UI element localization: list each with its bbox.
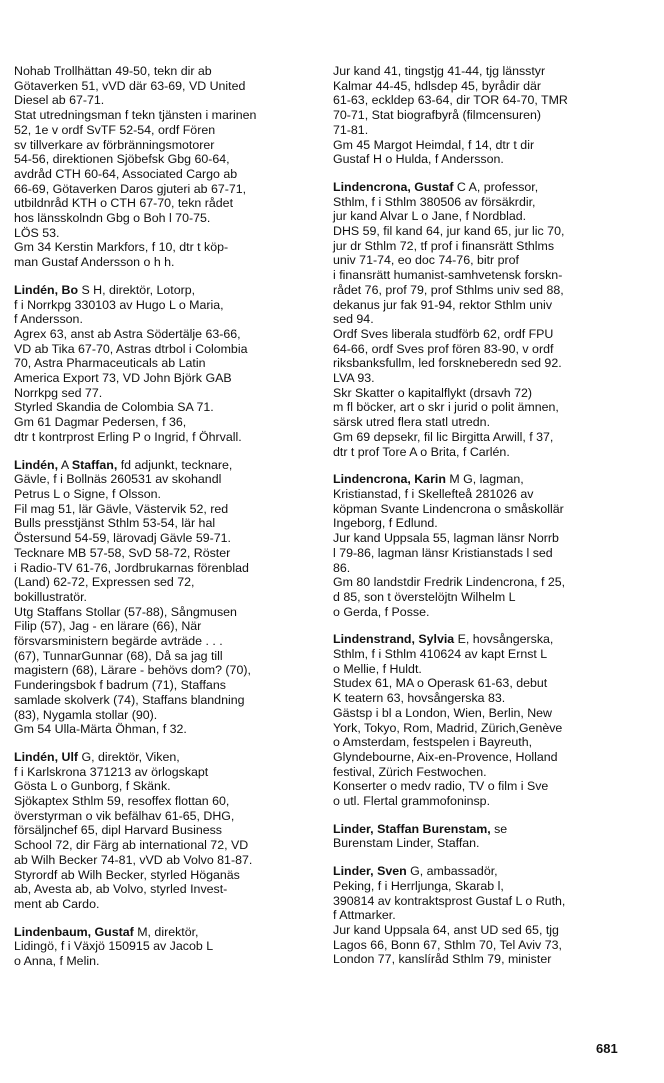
- biography-entry: [14, 750, 314, 912]
- entry-paragraph: Utg Staffans Stollar (57-88), Sångmusen Filip (57), Jag - en lärare (66), När försvarsministern begärde avträde . . . (67), TunnarGunnar (68), Då sa jag till magistern (68), Lärare - behövs dom? (70), Funderingsbok f badrum (71), Staffans samlade skolverk (74), Staffans blandning (83), Nygamla stollar (90).: [14, 604, 251, 722]
- entry-paragraph: Sthlm, f i Sthlm 380506 av försäkrdir, jur kand Alvar L o Jane, f Nordblad.: [333, 194, 536, 224]
- entry-heading: [333, 472, 633, 487]
- entry-name: Lindén, Ulf: [14, 749, 79, 764]
- entry-heading: [14, 925, 314, 940]
- entry-paragraph: Gm 45 Margot Heimdal, f 14, dtr t dir Gustaf H o Hulda, f Andersson.: [333, 137, 535, 167]
- entry-name: Lindencrona, Gustaf: [333, 179, 454, 194]
- right-column: [333, 64, 633, 980]
- entry-paragraph: Jur kand 41, tingstjg 41-44, tjg länsstyr Kalmar 44-45, hdlsdep 45, byrådir där 61-63, eckldep 63-64, dir TOR 64-70, TMR 70-71, Stat biografbyrå (filmcensuren) 71-81.: [333, 64, 568, 137]
- entry-heading-rest: M, direktör,: [133, 924, 199, 939]
- entry-heading-rest: se: [490, 821, 508, 836]
- biography-entry: [333, 632, 633, 808]
- entry-paragraph: LÖS 53.: [14, 225, 60, 240]
- left-column: [14, 64, 314, 982]
- entry-paragraph: Lidingö, f i Växjö 150915 av Jacob L o Anna, f Melin.: [14, 939, 214, 969]
- entry-paragraph: Gm 34 Kerstin Markfors, f 10, dtr t köp- man Gustaf Andersson o h h.: [14, 240, 229, 270]
- entry-heading-rest: A Staffan, fd adjunkt, tecknare,: [58, 457, 233, 472]
- biography-entry: [333, 180, 633, 459]
- biography-entry: [333, 64, 633, 167]
- entry-paragraph: Sjökaptex Sthlm 59, resoffex flottan 60, överstyrman o vik befälhav 61-65, DHG, försäljnchef 65, dipl Harvard Business School 72, dir Färg ab international 72, VD ab Wilh Becker 74-81, vVD ab Volvo 81-87.: [14, 794, 253, 867]
- entry-heading-rest: G, ambassadör,: [406, 864, 498, 879]
- entry-heading: [14, 750, 314, 765]
- entry-heading-rest: C A, professor,: [453, 179, 539, 194]
- entry-paragraph: Skr Skatter o kapitalflykt (drsavh 72) m fl böcker, art o skr i jurid o polit ämnen, särsk utred flera statl utredn.: [333, 385, 559, 430]
- entry-heading-rest: E, hovsångerska,: [454, 632, 554, 647]
- biography-entry: [14, 283, 314, 445]
- biography-entry: [333, 822, 633, 851]
- entry-paragraph: DHS 59, fil kand 64, jur kand 65, jur lic 70, jur dr Sthlm 72, tf prof i finansrätt Sthlms univ 71-74, eo doc 74-76, bitr prof i finansrätt humanist-samhvetensk forskn- rådet 76, prof 79, prof Sthlms univ sed 88, dekanus jur fak 91-94, rektor Sthlm univ sed 94.: [333, 224, 565, 327]
- entry-name: Lindén, Bo: [14, 282, 79, 297]
- entry-paragraph: Sthlm, f i Sthlm 410624 av kapt Ernst L o Mellie, f Huldt.: [333, 647, 548, 676]
- entry-paragraph: Jur kand Uppsala 64, anst UD sed 65, tjg Lagos 66, Bonn 67, Sthlm 70, Tel Aviv 73, London 77, kanslíråd Sthlm 79, minister: [333, 922, 562, 967]
- entry-heading: [14, 283, 314, 298]
- entry-name-part: Staffan,: [71, 457, 118, 472]
- biography-entry: [333, 864, 633, 967]
- entry-name: Lindén,: [14, 457, 59, 472]
- entry-paragraph: Gm 61 Dagmar Pedersen, f 36, dtr t kontrprost Erling P o Ingrid, f Öhrvall.: [14, 415, 242, 444]
- entry-paragraph: Kristianstad, f i Skellefteå 281026 av köpman Svante Lindencrona o småskollär Ingeborg, f Edlund.: [333, 486, 564, 531]
- entry-paragraph: Agrex 63, anst ab Astra Södertälje 63-66, VD ab Tika 67-70, Astras dtrbol i Colombia 70, Astra Pharmaceuticals ab Latin America Export 73, VD John Björk GAB Norrkpg sed 77.: [14, 326, 248, 400]
- biography-entry: [14, 64, 314, 270]
- entry-heading-rest: S H, direktör, Lotorp,: [78, 282, 196, 297]
- entry-paragraph: Peking, f i Herrljunga, Skarab l, 390814 av kontraktsprost Gustaf L o Ruth, f Attmarker.: [333, 878, 566, 923]
- entry-heading: [333, 632, 633, 647]
- entry-name: Lindenbaum, Gustaf: [14, 924, 134, 939]
- entry-paragraph: Gästsp i bl a London, Wien, Berlin, New York, Tokyo, Rom, Madrid, Zürich,Genève o Amsterdam, festspelen i Bayreuth, Glyndebourne, Aix-en-Provence, Holland festival, Zürich Festwochen.: [333, 705, 563, 779]
- entry-paragraph: Styrled Skandia de Colombia SA 71.: [14, 400, 214, 415]
- entry-name: Linder, Sven: [333, 864, 407, 879]
- entry-heading-rest: M G, lagman,: [445, 472, 524, 487]
- entry-paragraph: Tecknare MB 57-58, SvD 58-72, Röster i Radio-TV 61-76, Jordbrukarnas förenblad (Land) 62-72, Expressen sed 72, bokillustratör.: [14, 545, 249, 604]
- entry-paragraph: Styrordf ab Wilh Becker, styrled Höganäs ab, Avesta ab, ab Volvo, styrled Invest- ment ab Cardo.: [14, 867, 240, 911]
- entry-paragraph: Studex 61, MA o Operask 61-63, debut K teatern 63, hovsångerska 83.: [333, 676, 548, 706]
- entry-paragraph: Fil mag 51, lär Gävle, Västervik 52, red Bulls presstjänst Sthlm 53-54, lär hal Östersund 54-59, lärovadj Gävle 59-71.: [14, 501, 231, 546]
- entry-heading: [333, 864, 633, 879]
- entry-heading: [14, 458, 314, 473]
- biography-entry: [333, 472, 633, 619]
- entry-heading: [333, 180, 633, 195]
- entry-name: Linder, Staffan Burenstam,: [333, 821, 491, 836]
- entry-paragraph: Gm 54 Ulla-Märta Öhman, f 32.: [14, 722, 187, 737]
- entry-paragraph: Gävle, f i Bollnäs 260531 av skohandl Petrus L o Signe, f Olsson.: [14, 472, 222, 501]
- entry-heading-rest: G, direktör, Viken,: [78, 749, 180, 764]
- entry-paragraph: Jur kand Uppsala 55, lagman länsr Norrb l 79-86, lagman länsr Kristianstads l sed 86.: [333, 531, 559, 575]
- entry-paragraph: Gm 69 depsekr, fil lic Birgitta Arwill, f 37, dtr t prof Tore A o Brita, f Carlén.: [333, 429, 554, 459]
- entry-paragraph: Nohab Trollhättan 49-50, tekn dir ab Götaverken 51, vVD där 63-69, VD United Diesel ab 67-71.: [14, 64, 246, 108]
- page-number: 681: [596, 1041, 618, 1056]
- biography-entry: [14, 458, 314, 737]
- entry-heading: [333, 822, 633, 837]
- biography-entry: [14, 925, 314, 969]
- entry-paragraph: LVA 93.: [333, 371, 375, 386]
- entry-paragraph: Burenstam Linder, Staffan.: [333, 836, 480, 851]
- entry-paragraph: Gm 80 landstdir Fredrik Lindencrona, f 25, d 85, son t överstelöjtn Wilhelm L o Gerda, f Posse.: [333, 575, 566, 619]
- entry-paragraph: Konserter o medv radio, TV o film i Sve o utl. Flertal grammofoninsp.: [333, 779, 549, 809]
- entry-paragraph: f i Karlskrona 371213 av örlogskapt Gösta L o Gunborg, f Skänk.: [14, 764, 209, 794]
- entry-paragraph: Ordf Sves liberala studförb 62, ordf FPU 64-66, ordf Sves prof fören 83-90, v ordf riksbanksfullm, led forskneberedn sed 92.: [333, 326, 562, 371]
- entry-name: Lindencrona, Karin: [333, 472, 446, 487]
- entry-paragraph: Stat utredningsman f tekn tjänsten i marinen 52, 1e v ordf SvTF 52-54, ordf Fören sv tillverkare av förbränningsmotorer 54-56, direktionen Sjöbefsk Gbg 60-64, avdråd CTH 60-64, Associated Cargo ab 66-69, Götaverken Daros gjuteri ab 67-71, utbildnråd KTH o CTH 67-70, tekn rådet hos länsskolndn Gbg o Boh l 70-75.: [14, 108, 257, 226]
- entry-paragraph: f i Norrkpg 330103 av Hugo L o Maria, f Andersson.: [14, 297, 224, 327]
- entry-name: Lindenstrand, Sylvia: [333, 632, 455, 647]
